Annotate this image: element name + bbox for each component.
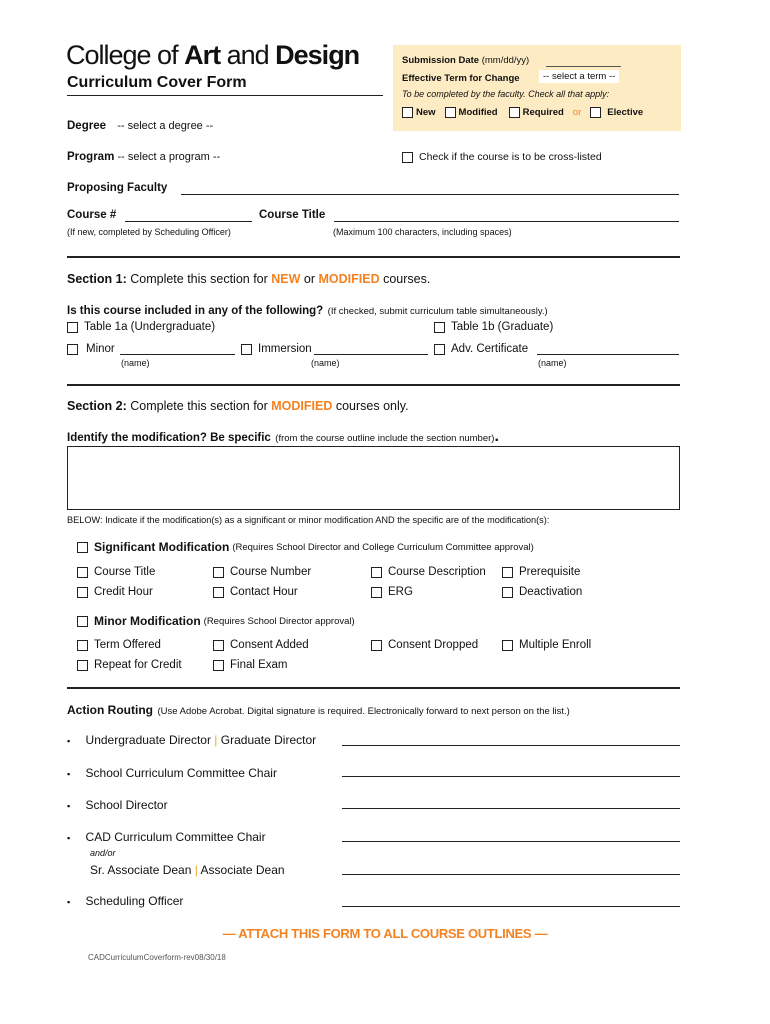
immersion-checkbox[interactable] [241,344,252,355]
program-label: Program [67,151,115,163]
college-title [66,40,359,71]
submission-box [393,45,681,131]
minor-checkbox[interactable] [67,344,78,355]
section1-text1: Complete this section for [126,272,272,286]
immersion-label: Immersion [258,343,312,355]
or-text: or [572,107,582,118]
section1-question-note: (If checked, submit curriculum table simultaneously.) [327,306,548,317]
routing-row-directors [67,733,316,747]
minor-final-exam-label: Final Exam [230,659,288,671]
bullet-icon: ▪ [67,801,71,811]
section2-text2: courses only. [332,399,409,413]
section2-text1: Complete this section for [126,399,272,413]
sig-credit-hour-checkbox[interactable] [77,587,88,598]
minor-consent-added-label: Consent Added [230,639,309,651]
routing-row-deans [90,863,285,877]
sig-credit-hour-label: Credit Hour [94,586,153,598]
section2-prefix: Section 2: [67,399,127,413]
sig-course-number-label: Course Number [230,566,312,578]
elective-label: Elective [607,107,644,118]
assoc-dean-label: Associate Dean [200,863,285,877]
minor-repeat-credit-checkbox[interactable] [77,660,88,671]
identify-end: . [494,428,499,445]
course-number-field[interactable] [125,221,252,222]
sig-deactivation-label: Deactivation [519,586,583,598]
sig-contact-hour-label: Contact Hour [230,586,298,598]
andor-text: and/or [90,848,116,858]
adv-cert-name-field[interactable] [537,354,679,355]
sig-item-course-number [213,566,311,578]
term-select[interactable]: -- select a term -- [539,70,619,83]
section1-new: NEW [271,272,301,286]
table-1a-label: Table 1a (Undergraduate) [84,321,216,333]
section1-modified: MODIFIED [318,272,380,286]
minor-mod-row [77,614,355,628]
routing-row-school-director [67,798,168,812]
directors-signature-field[interactable] [342,745,680,746]
proposing-faculty-field[interactable] [181,194,679,195]
minor-term-offered-label: Term Offered [94,639,161,651]
degree-row [67,120,213,132]
scheduling-signature-field[interactable] [342,906,680,907]
routing-row-scheduling [67,894,183,908]
minor-name-note: (name) [121,358,150,368]
immersion-row [241,343,312,355]
table-1a-checkbox[interactable] [67,322,78,333]
sig-course-title-checkbox[interactable] [77,567,88,578]
faculty-note: To be completed by the faculty. Check all that apply: [402,89,610,99]
minor-multiple-enroll-checkbox[interactable] [502,640,513,651]
sig-item-deactivation [502,586,582,598]
sig-item-erg [371,586,413,598]
adv-cert-label: Adv. Certificate [451,343,529,355]
sig-item-course-title [77,566,155,578]
identify-note: (from the course outline include the section number) [275,433,495,444]
routing-heading [67,701,570,719]
minor-mod-label: Minor Modification [94,614,201,628]
modified-checkbox[interactable] [445,107,456,118]
routing-note: (Use Adobe Acrobat. Digital signature is required. Electronically forward to next person on the list.) [157,706,570,717]
course-number-note: (If new, completed by Scheduling Officer) [67,227,231,237]
course-title-field[interactable] [334,221,679,222]
sig-contact-hour-checkbox[interactable] [213,587,224,598]
table-1b-checkbox[interactable] [434,322,445,333]
sig-erg-label: ERG [388,586,413,598]
section1-heading [67,272,430,286]
college-art: Art [184,40,221,70]
routing-title: Action Routing [67,703,153,717]
college-design: Design [275,40,360,70]
course-number-label: Course # [67,209,117,221]
minor-label: Minor [86,343,115,355]
section2-modified: MODIFIED [271,399,333,413]
minor-name-field[interactable] [120,354,235,355]
revision-text: CADCurriculumCoverform-rev08/30/18 [88,953,226,962]
new-checkbox[interactable] [402,107,413,118]
school-cc-signature-field[interactable] [342,776,680,777]
submission-row [402,55,529,66]
sig-course-description-checkbox[interactable] [371,567,382,578]
section1-prefix: Section 1: [67,272,127,286]
modification-textarea[interactable] [67,446,680,510]
sig-erg-checkbox[interactable] [371,587,382,598]
minor-consent-dropped-label: Consent Dropped [388,639,479,651]
separator: | [214,733,218,747]
sig-course-number-checkbox[interactable] [213,567,224,578]
sig-prerequisite-label: Prerequisite [519,566,581,578]
sig-item-prerequisite [502,566,580,578]
minor-multiple-enroll-label: Multiple Enroll [519,639,592,651]
grad-director-label: Graduate Director [220,733,317,747]
bullet-icon: ▪ [67,736,71,746]
cad-cc-label: CAD Curriculum Committee Chair [85,830,266,844]
submission-date-hint: (mm/dd/yy) [481,55,530,66]
section1-question [67,301,548,319]
scheduling-officer-label: Scheduling Officer [85,894,184,908]
significant-note: (Requires School Director and College Curriculum Committee approval) [232,541,534,553]
minor-item-repeat-credit [77,659,182,671]
attach-notice: — ATTACH THIS FORM TO ALL COURSE OUTLINES — [222,926,548,941]
minor-mod-note: (Requires School Director approval) [203,615,355,627]
submission-date-field[interactable] [546,66,621,67]
ug-director-label: Undergraduate Director [85,733,211,747]
identify-row [67,428,499,446]
sig-deactivation-checkbox[interactable] [502,587,513,598]
section2-heading [67,399,409,413]
effective-term-label: Effective Term for Change [402,73,520,84]
immersion-name-field[interactable] [314,354,428,355]
significant-row [77,540,534,554]
divider-3 [67,687,680,689]
bullet-icon: ▪ [67,833,71,843]
course-type-options [402,107,643,118]
adv-cert-row [434,343,528,355]
minor-item-consent-added [213,639,309,651]
routing-row-school-cc [67,766,277,780]
immersion-name-note: (name) [311,358,340,368]
college-and: and [220,40,276,70]
significant-label: Significant Modification [94,540,230,554]
sig-course-description-label: Course Description [388,566,486,578]
elective-checkbox[interactable] [590,107,601,118]
section1-text2: courses. [379,272,431,286]
cross-listed-checkbox[interactable] [402,152,413,163]
bullet-icon: ▪ [67,769,71,779]
identify-label: Identify the modification? Be specific [67,432,271,444]
cross-listed-label: Check if the course is to be cross-listed [419,151,602,163]
school-cc-label: School Curriculum Committee Chair [85,766,277,780]
divider-1 [67,256,680,258]
section1-question-text: Is this course included in any of the following? [67,305,324,317]
sig-item-course-description [371,566,486,578]
sig-item-credit-hour [77,586,153,598]
minor-row [67,343,115,355]
divider-2 [67,384,680,386]
course-title-note: (Maximum 100 characters, including spaces) [333,227,512,237]
new-label: New [416,107,436,118]
degree-label: Degree [67,120,106,132]
minor-final-exam-checkbox[interactable] [213,660,224,671]
header-rule [67,95,383,96]
cross-listed-row [402,151,602,163]
separator: | [194,863,198,877]
program-row [67,151,220,163]
minor-mod-checkbox[interactable] [77,616,88,627]
form-title: Curriculum Cover Form [67,74,247,91]
sig-item-contact-hour [213,586,298,598]
program-select[interactable]: -- select a program -- [117,151,221,163]
required-label: Required [522,107,564,118]
adv-cert-name-note: (name) [538,358,567,368]
significant-checkbox[interactable] [77,542,88,553]
sr-assoc-dean-label: Sr. Associate Dean [90,863,192,877]
minor-item-consent-dropped [371,639,478,651]
adv-cert-checkbox[interactable] [434,344,445,355]
cad-cc-signature-field[interactable] [342,841,680,842]
minor-consent-dropped-checkbox[interactable] [371,640,382,651]
minor-consent-added-checkbox[interactable] [213,640,224,651]
degree-select[interactable]: -- select a degree -- [117,120,214,132]
table-1b-label: Table 1b (Graduate) [451,321,554,333]
college-prefix: College of [66,40,185,70]
routing-row-cad-cc [67,830,266,844]
minor-item-final-exam [213,659,288,671]
required-checkbox[interactable] [509,107,520,118]
below-instructions: BELOW: Indicate if the modification(s) as a significant or minor modification AND the specific are of the modification(s): [67,515,550,525]
school-director-signature-field[interactable] [342,808,680,809]
minor-item-term-offered [77,639,161,651]
table-1b-row [434,321,553,333]
minor-term-offered-checkbox[interactable] [77,640,88,651]
submission-date-label: Submission Date [402,55,480,66]
modified-label: Modified [458,107,498,118]
sig-prerequisite-checkbox[interactable] [502,567,513,578]
section1-or: or [300,272,319,286]
sig-course-title-label: Course Title [94,566,156,578]
minor-repeat-credit-label: Repeat for Credit [94,659,182,671]
table-1a-row [67,321,215,333]
course-title-label: Course Title [259,209,326,221]
proposing-faculty-label: Proposing Faculty [67,182,168,194]
minor-item-multiple-enroll [502,639,591,651]
school-director-label: School Director [85,798,168,812]
deans-signature-field[interactable] [342,874,680,875]
bullet-icon: ▪ [67,897,71,907]
